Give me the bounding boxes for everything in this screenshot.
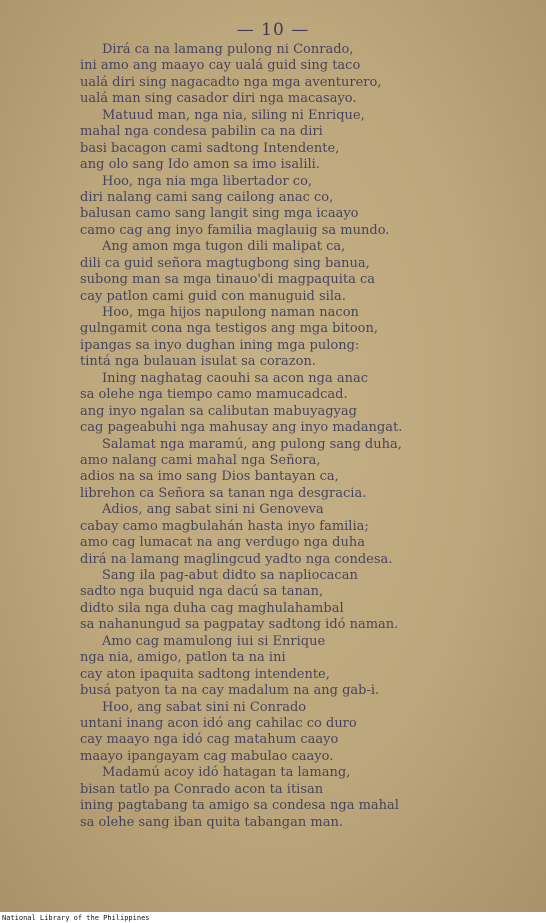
text-line: Adios, ang sabat sini ni Genoveva [102, 502, 324, 518]
text-line: ining pagtabang ta amigo sa condesa nga mahal [80, 798, 399, 814]
text-line: Hoo, ang sabat sini ni Conrado [102, 699, 307, 715]
text-line: busá patyon ta na cay madalum na ang gab-i. [80, 683, 380, 699]
text-line: Amo cag mamulong iui si Enrique [102, 633, 326, 649]
text-line: ualá diri sing nagacadto nga mga aventurero, [80, 74, 382, 90]
text-line: adios na sa imo sang Dios bantayan ca, [80, 469, 339, 485]
text-line: ini amo ang maayo cay ualá guid sing taco [80, 58, 361, 74]
text-line: subong man sa mga tinauo'di magpaquita ca [80, 272, 376, 288]
text-line: diri nalang cami sang cailong anac co, [80, 189, 334, 205]
text-line: Hoo, nga nia mga libertador co, [102, 173, 313, 189]
text-line: sa nahanungud sa pagpatay sadtong idó naman. [80, 617, 399, 633]
library-credit: National Library of the Philippines [2, 914, 150, 922]
text-line: tintá nga bulauan isulat sa corazon. [80, 354, 316, 370]
text-line: gulngamit cona nga testigos ang mga bitoon, [80, 321, 378, 337]
text-line: sa olehe nga tiempo camo mamucadcad. [80, 387, 348, 403]
text-line: dirá na lamang maglingcud yadto nga condesa. [80, 551, 393, 567]
text-line: cabay camo magbulahán hasta inyo familia; [80, 518, 369, 534]
text-line: Hoo, mga hijos napulong naman nacon [102, 305, 359, 320]
text-line: camo cag ang inyo familia maglauig sa mundo. [80, 222, 390, 238]
text-line: ang olo sang Ido amon sa imo isalili. [80, 157, 320, 173]
text-line: balusan camo sang langit sing mga icaayo [80, 206, 359, 222]
text-line: Ining naghatag caouhi sa acon nga anac [102, 370, 369, 386]
text-line: ang inyo ngalan sa calibutan mabuyagyag [80, 403, 357, 419]
text-line: ipangas sa inyo dughan ining mga pulong: [80, 337, 360, 353]
text-line: sa olehe sang iban quita tabangan man. [80, 814, 343, 830]
text-line: cag pageabuhi nga mahusay ang inyo madangat. [80, 420, 403, 436]
text-line: Matuud man, nga nia, siling ni Enrique, [102, 107, 365, 123]
text-line: ualá man sing casador diri nga macasayo. [80, 91, 357, 107]
text-line: sadto nga buquid nga dacú sa tanan, [80, 584, 324, 600]
text-line: amo cag lumacat na ang verdugo nga duha [80, 535, 365, 551]
text-line: Dirá ca na lamang pulong ni Conrado, [102, 42, 354, 57]
text-line: nga nia, amigo, patlon ta na ini [80, 650, 286, 666]
text-line: basi bacagon cami sadtong Intendente, [80, 140, 340, 156]
poem-text-block [80, 42, 520, 831]
text-line: Madamú acoy idó hatagan ta lamang, [102, 765, 351, 781]
text-line: Salamat nga maramú, ang pulong sang duha, [102, 436, 402, 452]
page-number: — 10 — [236, 20, 310, 40]
text-line: cay maayo nga idó cag matahum caayo [80, 732, 339, 748]
text-line: mahal nga condesa pabilin ca na diri [80, 124, 323, 140]
text-line: librehon ca Señora sa tanan nga desgracia. [80, 485, 367, 501]
text-line: untani inang acon idó ang cahilac co duro [80, 715, 357, 731]
text-line: maayo ipangayam cag mabulao caayo. [80, 748, 334, 764]
text-line: cay aton ipaquita sadtong intendente, [80, 666, 330, 682]
text-line: Ang amon mga tugon dili malipat ca, [102, 239, 346, 255]
text-line: dili ca guid señora magtugbong sing banua, [80, 255, 370, 271]
text-line: Sang ila pag-abut didto sa napliocacan [102, 568, 358, 583]
text-line: bisan tatlo pa Conrado acon ta itisan [80, 781, 324, 797]
text-line: cay patlon cami guid con manuguid sila. [80, 288, 346, 304]
text-line: amo nalang cami mahal nga Señora, [80, 452, 321, 468]
text-line: didto sila nga duha cag maghulahambal [80, 600, 344, 616]
